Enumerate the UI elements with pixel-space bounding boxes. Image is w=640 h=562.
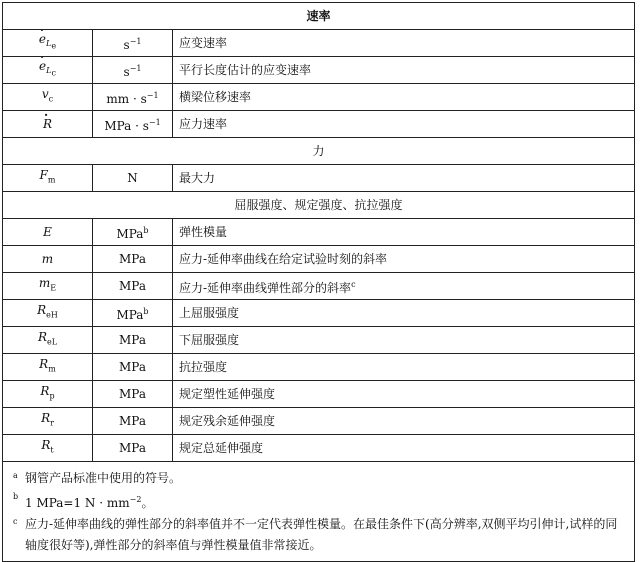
description-cell: 应力速率 xyxy=(173,111,635,138)
symbol-subscript: t xyxy=(50,445,54,455)
description-cell: 规定塑性延伸强度 xyxy=(173,381,635,408)
symbol-letter: R xyxy=(41,411,51,426)
table-row xyxy=(3,408,635,435)
table-row xyxy=(3,246,635,273)
section-row-rate xyxy=(3,3,635,30)
symbol-cell xyxy=(3,381,93,408)
symbol-cell xyxy=(3,435,93,462)
unit-cell: MPa · $s^{-1}$ xyxy=(93,111,173,138)
symbol-letter: R xyxy=(37,303,47,318)
symbol-letter: R xyxy=(39,357,49,372)
table-row xyxy=(3,300,635,327)
unit-cell: MPa xyxy=(93,327,173,354)
footnote-c xyxy=(13,514,626,556)
symbol-cell xyxy=(3,246,93,273)
symbol-letter: v xyxy=(41,87,49,102)
unit-cell: MPa xyxy=(93,273,173,300)
footnote-text: 钢管产品标准中使用的符号。 xyxy=(25,471,182,485)
symbol-letter: · e xyxy=(39,59,46,73)
symbol-subscript: L xyxy=(46,66,52,76)
unit-cell: MPa xyxy=(93,435,173,462)
description-cell: 应力-延伸率曲线弹性部分的斜率$^c$ xyxy=(173,273,635,300)
footnote-marker: c xyxy=(13,517,18,526)
table-row xyxy=(3,57,635,84)
table-row xyxy=(3,381,635,408)
unit-cell: MPa xyxy=(93,354,173,381)
footnote-marker: b xyxy=(13,492,19,501)
unit-cell: $s^{-1}$ xyxy=(93,30,173,57)
symbol-subscript: eL xyxy=(47,337,58,347)
symbol-subscript: m xyxy=(47,175,56,185)
footnote-text-end: 。 xyxy=(141,496,154,510)
section-title-rate: 速率 xyxy=(3,3,635,30)
unit-cell: MPa xyxy=(93,246,173,273)
symbol-subscript: c xyxy=(48,94,54,104)
description-cell: 平行长度估计的应变速率 xyxy=(173,57,635,84)
description-cell: 应力-延伸率曲线在给定试验时刻的斜率 xyxy=(173,246,635,273)
section-row-strength xyxy=(3,192,635,219)
footnotes-row xyxy=(3,462,635,562)
unit-cell: mm · $s^{-1}$ xyxy=(93,84,173,111)
description-cell: 下屈服强度 xyxy=(173,327,635,354)
description-cell: 最大力 xyxy=(173,165,635,192)
symbol-letter: R xyxy=(37,330,47,345)
symbol-letter: R xyxy=(41,438,51,453)
section-row-force xyxy=(3,138,635,165)
section-title-force: 力 xyxy=(3,138,635,165)
footnote-text: 1 MPa=1 N · mm xyxy=(25,496,130,510)
footnote-b xyxy=(13,489,626,514)
unit-cell: MPa$^b$ xyxy=(93,300,173,327)
symbol-cell xyxy=(3,57,93,84)
table-row xyxy=(3,84,635,111)
unit-cell: MPa xyxy=(93,381,173,408)
table-row xyxy=(3,111,635,138)
symbol-letter: m xyxy=(41,252,54,266)
symbol-cell xyxy=(3,111,93,138)
table-row xyxy=(3,30,635,57)
symbol-cell xyxy=(3,273,93,300)
symbol-letter: F xyxy=(39,168,48,183)
description-cell: 上屈服强度 xyxy=(173,300,635,327)
table-row xyxy=(3,354,635,381)
symbol-letter: · e xyxy=(39,32,46,46)
footnote-text: 应力-延伸率曲线的弹性部分的斜率值并不一定代表弹性模量。在最佳条件下(高分辨率,双侧平均引伸计,试样的同轴度很好等),弹性部分的斜率值与弹性模量值非常接近。 xyxy=(25,517,618,552)
symbol-letter: m xyxy=(38,276,51,291)
table-row xyxy=(3,327,635,354)
description-cell: 弹性模量 xyxy=(173,219,635,246)
unit-cell: $s^{-1}$ xyxy=(93,57,173,84)
symbol-subscript: r xyxy=(50,418,54,428)
symbol-letter: · R xyxy=(43,117,52,131)
symbol-letter: R xyxy=(40,384,50,399)
footnotes-cell xyxy=(3,462,635,562)
description-cell: 横梁位移速率 xyxy=(173,84,635,111)
symbol-cell xyxy=(3,300,93,327)
symbol-letter: E xyxy=(43,225,52,239)
unit-cell: MPa$^b$ xyxy=(93,219,173,246)
symbol-cell xyxy=(3,165,93,192)
symbol-subscript: E xyxy=(50,283,57,293)
section-title-strength: 屈服强度、规定强度、抗拉强度 xyxy=(3,192,635,219)
description-cell: 规定残余延伸强度 xyxy=(173,408,635,435)
unit-cell: N xyxy=(93,165,173,192)
symbol-cell xyxy=(3,408,93,435)
table-row xyxy=(3,219,635,246)
symbol-subsubscript: e xyxy=(51,41,57,51)
symbol-cell xyxy=(3,84,93,111)
description-cell: 应变速率 xyxy=(173,30,635,57)
footnote-a xyxy=(13,468,626,489)
table-row xyxy=(3,273,635,300)
symbol-subsubscript: c xyxy=(51,68,56,78)
table-row xyxy=(3,165,635,192)
description-cell: 规定总延伸强度 xyxy=(173,435,635,462)
description-cell: 抗拉强度 xyxy=(173,354,635,381)
table-row xyxy=(3,435,635,462)
unit-cell: MPa xyxy=(93,408,173,435)
symbol-subscript: L xyxy=(46,39,52,49)
symbol-subscript: m xyxy=(48,364,56,374)
symbol-subscript: p xyxy=(49,391,55,401)
symbol-cell xyxy=(3,327,93,354)
symbol-subscript: eH xyxy=(46,310,58,320)
footnote-exponent: −2 xyxy=(129,495,142,504)
symbol-cell xyxy=(3,219,93,246)
symbol-cell xyxy=(3,30,93,57)
footnote-marker: a xyxy=(13,471,18,480)
symbols-table xyxy=(2,2,635,562)
symbol-cell xyxy=(3,354,93,381)
